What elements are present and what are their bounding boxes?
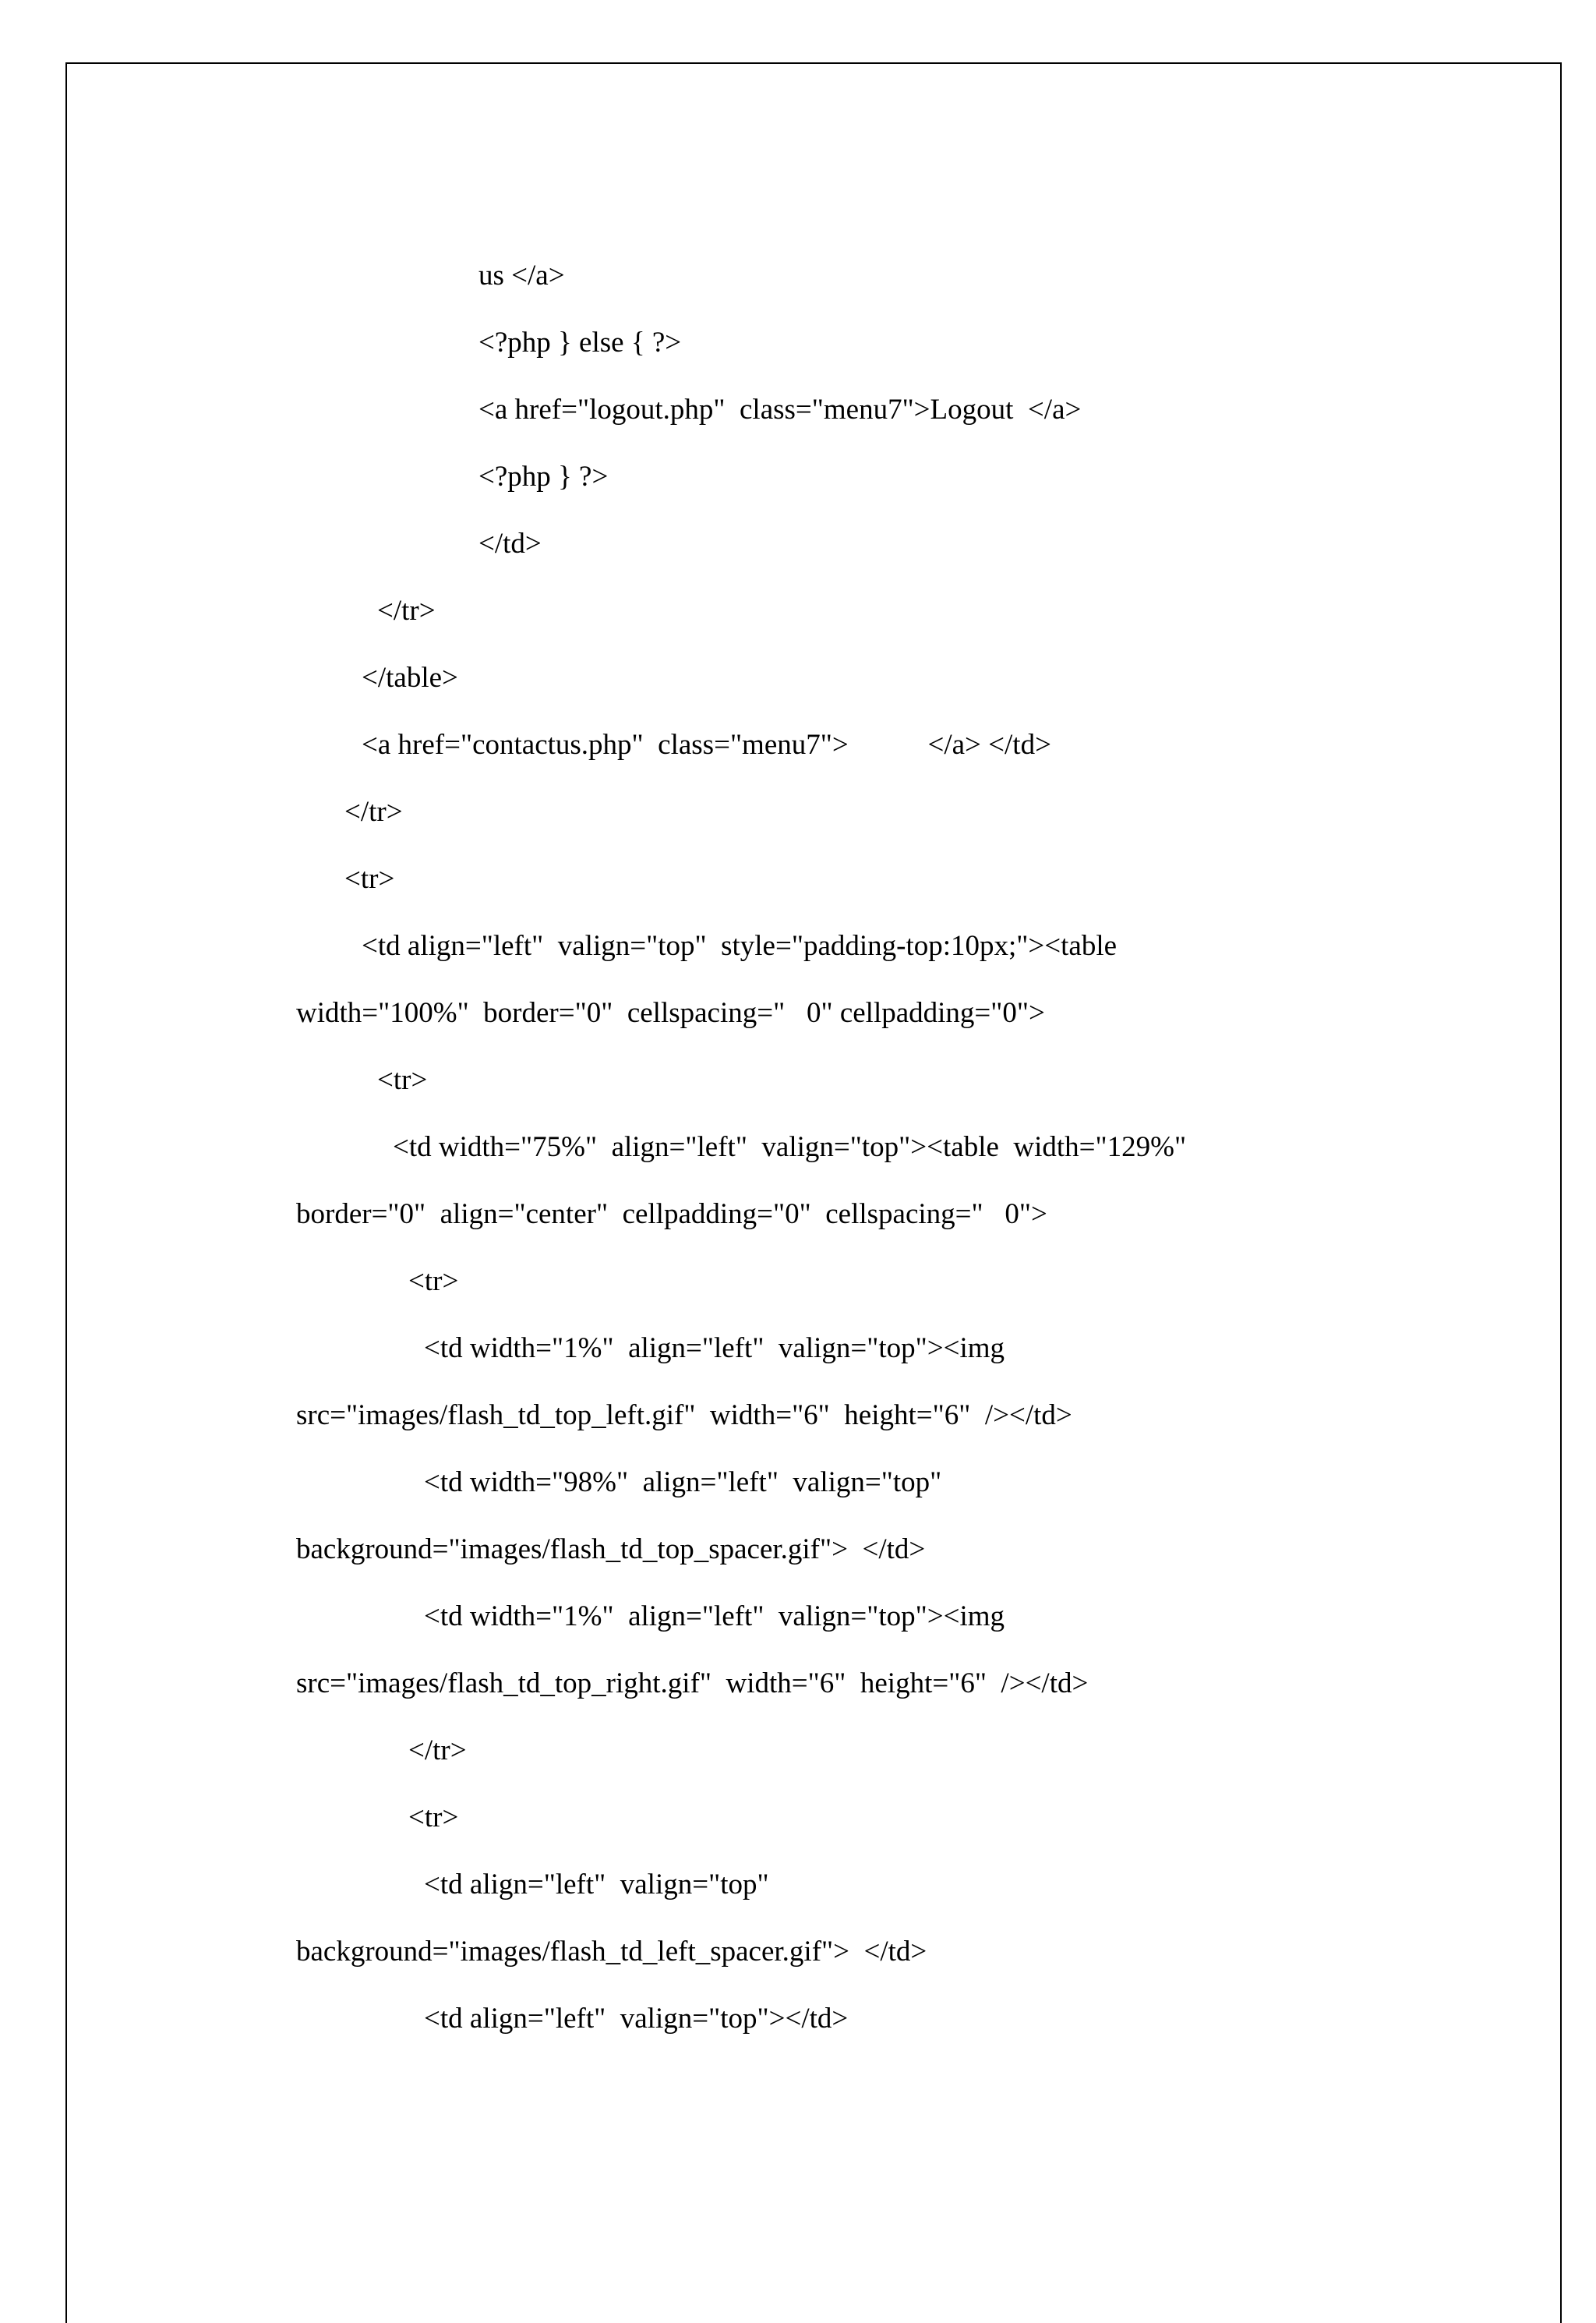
code-line: <?php } ?> (478, 461, 609, 493)
code-line: </table> (362, 662, 458, 694)
code-line: <a href="contactus.php" class="menu7"> </a> </td> (362, 729, 1051, 761)
code-line: </tr> (377, 595, 436, 627)
code-line: src="images/flash_td_top_left.gif" width="6" height="6" /></td> (296, 1399, 1072, 1431)
code-line: <td width="1%" align="left" valign="top"><img (424, 1600, 1005, 1632)
code-line: </tr> (408, 1734, 467, 1766)
code-line: <tr> (344, 863, 395, 895)
code-line: src="images/flash_td_top_right.gif" width="6" height="6" /></td> (296, 1667, 1089, 1699)
code-line: width="100%" border="0" cellspacing=" 0" cellpadding="0"> (296, 997, 1045, 1029)
code-line: <td align="left" valign="top" style="padding-top:10px;"><table (362, 930, 1118, 962)
code-line: <tr> (408, 1265, 459, 1297)
code-line: <td width="98%" align="left" valign="top" (424, 1466, 942, 1498)
code-line: <?php } else { ?> (478, 327, 682, 359)
code-line: background="images/flash_td_left_spacer.gif"> </td> (296, 1936, 927, 1968)
code-line: <td width="1%" align="left" valign="top"><img (424, 1332, 1005, 1364)
code-line: <tr> (377, 1064, 428, 1096)
code-line: </tr> (344, 796, 403, 828)
code-line: <td align="left" valign="top"></td> (424, 2003, 849, 2035)
code-line: us </a> (478, 260, 565, 292)
code-line: background="images/flash_td_top_spacer.gif"> </td> (296, 1533, 926, 1565)
code-line: border="0" align="center" cellpadding="0" cellspacing=" 0"> (296, 1198, 1047, 1230)
code-line: <td width="75%" align="left" valign="top"><table width="129%" (393, 1131, 1187, 1163)
code-line: </td> (478, 528, 542, 560)
code-line: <tr> (408, 1801, 459, 1833)
code-line: <td align="left" valign="top" (424, 1869, 769, 1900)
code-line: <a href="logout.php" class="menu7">Logout </a> (478, 394, 1082, 426)
